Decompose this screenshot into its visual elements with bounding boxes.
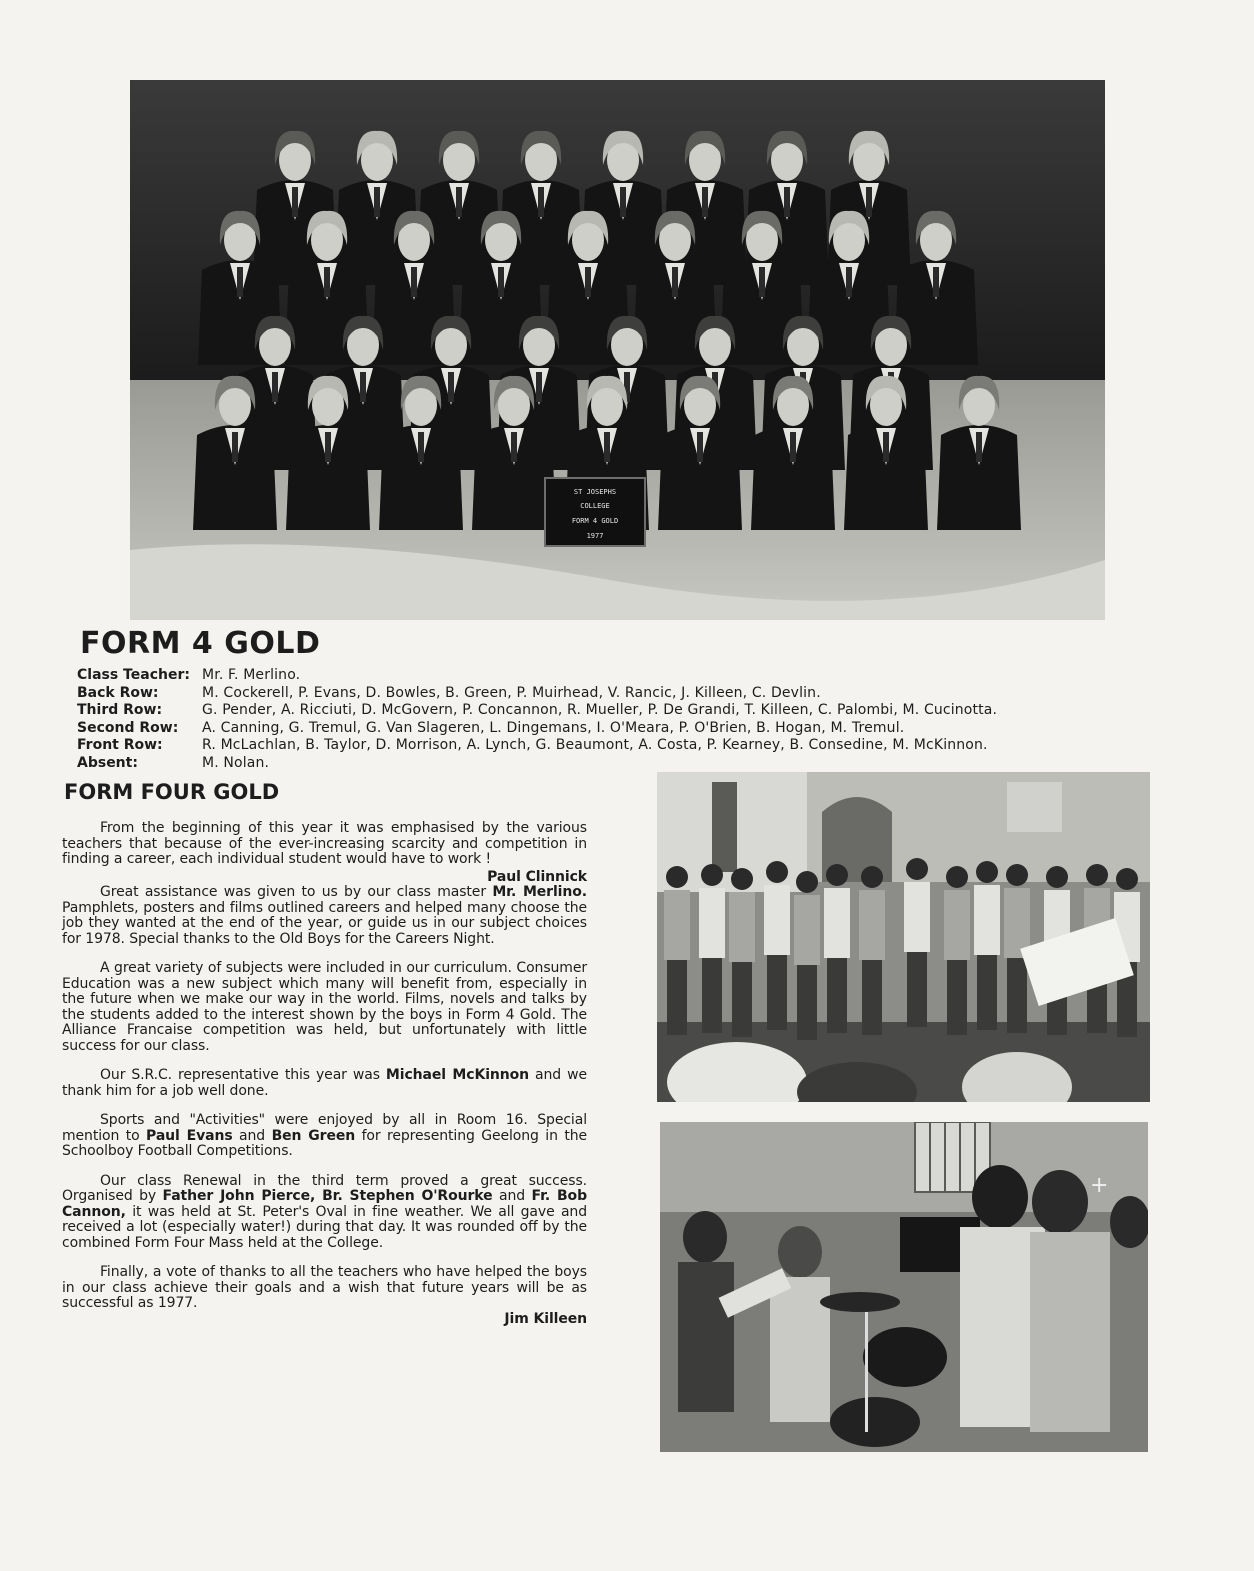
dancer-body [729, 892, 755, 962]
student-tie [292, 187, 298, 217]
bold-name: Father John Pierce, Br. Stephen O'Rourke [162, 1188, 493, 1204]
dancer-head [826, 864, 848, 886]
page-title: FORM 4 GOLD [80, 626, 321, 661]
student-tie [933, 267, 939, 297]
sign-line-2: COLLEGE [580, 502, 610, 510]
text: Great assistance was given to us by our class master [100, 884, 493, 900]
text: and [492, 1188, 532, 1204]
dancer-legs [947, 960, 967, 1035]
roster-value: M. Nolan. [202, 754, 270, 771]
text: Sports and "Activities" were enjoyed by all in Room 16. Special mention to [62, 1112, 587, 1144]
student-tie [272, 372, 278, 402]
student-tie [976, 432, 982, 462]
dancer-legs [702, 958, 722, 1033]
text: Our class Renewal in the third term proved a great success. Organised by [62, 1172, 587, 1204]
dancer-body [824, 888, 850, 958]
bold-name: Mr. Merlino. [492, 884, 587, 900]
roster-label: Third Row: [77, 702, 163, 718]
dancer-legs [827, 958, 847, 1033]
roster-value: M. Cockerell, P. Evans, D. Bowles, B. Green, P. Muirhead, V. Rancic, J. Killeen, C. Devlin. [202, 684, 821, 701]
roster-label: Back Row: [77, 684, 159, 701]
dancer-legs [732, 962, 752, 1037]
text: it was held at St. Peter's Oval in fine weather. We all gave and received a lot (especially water!) during that day. It was rounded off by the combined Form Four Mass held at the College. [62, 1203, 587, 1251]
dancer-legs [667, 960, 687, 1035]
student-tie [325, 432, 331, 462]
student-tie [374, 187, 380, 217]
dancer-head [766, 861, 788, 883]
roster-row-second [77, 720, 1167, 738]
activity-photo-band [660, 1122, 1148, 1452]
dancer-head [976, 861, 998, 883]
dancer-head [1116, 868, 1138, 890]
dancer-head [861, 866, 883, 888]
dancer-legs [767, 955, 787, 1030]
dancer-head [1086, 864, 1108, 886]
dancer-head [1006, 864, 1028, 886]
roster-value: R. McLachlan, B. Taylor, D. Morrison, A. Lynch, G. Beaumont, A. Costa, P. Kearney, B. Consedine, M. McKinnon. [202, 737, 988, 753]
roster-label: Second Row: [77, 719, 179, 736]
sign-line-4: 1977 [586, 532, 604, 540]
student-tie [360, 372, 366, 402]
text: and we thank him for a job well done. [62, 1067, 587, 1099]
student-tie [759, 267, 765, 297]
article-paragraph: Finally, a vote of thanks to all the teachers who have helped the boys in our class achieve their goals and a wish that future years will be as successful as 1977. [62, 1264, 587, 1311]
article-paragraph: A great variety of subjects were included in our curriculum. Consumer Education was a new subject which many will benefit from, especially in the future when we make our way in the world. Films, novels and talks by the students added to the interest shown by the boys in Form 4 Gold. The Alliance Francaise competition was held, but unfortunately with little success for our class. [62, 960, 587, 1054]
bold-name: Ben Green [271, 1127, 356, 1144]
article-paragraph: From the beginning of this year it was emphasised by the various teachers that because of the ever-increasing scarcity and competition in finding a career, each individual student would have to work ! [62, 820, 587, 867]
dancer-body [764, 885, 790, 955]
text: and [232, 1127, 272, 1144]
dancer-legs [907, 952, 927, 1027]
activity-photo-dance [657, 772, 1150, 1102]
student-tie [511, 432, 517, 462]
article-signature: Paul Clinnick [487, 868, 587, 885]
article-title: FORM FOUR GOLD [64, 780, 280, 804]
student-tie [702, 187, 708, 217]
article-paragraph [62, 885, 587, 947]
class-photo-art [130, 80, 1105, 620]
roster-label: Class Teacher: [77, 667, 190, 683]
bold-name: Fr. Bob Cannon, [62, 1188, 587, 1220]
article-paragraph [62, 1174, 587, 1252]
roster-label: Front Row: [77, 737, 163, 753]
roster-row-absent [77, 755, 1167, 773]
students-group [193, 131, 1021, 530]
roster-value: Mr. F. Merlino. [202, 667, 301, 683]
dancer-body [794, 895, 820, 965]
article-signature: Jim Killeen [504, 1310, 587, 1327]
roster-value: A. Canning, G. Tremul, G. Van Slageren, L. Dingemans, I. O'Meara, P. O'Brien, B. Hogan, M. Tremul. [202, 719, 905, 736]
dancer-head [946, 866, 968, 888]
article-paragraph [62, 1113, 587, 1160]
student-tie [697, 432, 703, 462]
dancer-body [699, 888, 725, 958]
student-tie [866, 187, 872, 217]
dancer-head [731, 868, 753, 890]
dance-photo-art [657, 772, 1150, 1102]
text: for representing Geelong in the Schoolboy Football Competitions. [62, 1127, 587, 1159]
student-tie [883, 432, 889, 462]
dancer-legs [1007, 958, 1027, 1033]
bold-name: Michael McKinnon [385, 1067, 530, 1083]
class-group-photo [130, 80, 1105, 620]
student-tie [585, 267, 591, 297]
student-tie [672, 267, 678, 297]
cross-icon: + [1090, 1173, 1109, 1198]
roster-row-front [77, 737, 1167, 755]
dancer-body [664, 890, 690, 960]
sign-line-1: ST JOSEPHS [573, 488, 617, 496]
student-tie [232, 432, 238, 462]
student-tie [846, 267, 852, 297]
dancer-head [701, 864, 723, 886]
text: Pamphlets, posters and films outlined careers and helped many choose the job they wanted at the end of the year, or guide us in our subject choices for 1978. Special thanks to the Old Boys for the Careers Night. [62, 899, 587, 947]
article-paragraph [62, 1068, 587, 1099]
class-roster [77, 667, 1167, 772]
dancer-body [974, 885, 1000, 955]
student-tie [498, 267, 504, 297]
text: Our S.R.C. representative this year was [100, 1067, 386, 1083]
student-tie [448, 372, 454, 402]
student-tie [538, 187, 544, 217]
dancer-head [1046, 866, 1068, 888]
sign-line-3: FORM 4 GOLD [571, 517, 619, 525]
dancer-head [906, 858, 928, 880]
student-tie [411, 267, 417, 297]
student-tie [456, 187, 462, 217]
dancer-head [796, 871, 818, 893]
band-photo-art [660, 1122, 1148, 1452]
roster-row-back [77, 685, 1167, 703]
class-sign [545, 478, 645, 546]
dancer-body [904, 882, 930, 952]
roster-row-third [77, 702, 1167, 720]
roster-row-class-teacher [77, 667, 1167, 685]
article-body [62, 821, 587, 1327]
student-tie [620, 187, 626, 217]
student-tie [536, 372, 542, 402]
student-tie [418, 432, 424, 462]
dancer-body [859, 890, 885, 960]
dancer-head [666, 866, 688, 888]
bold-name: Paul Evans [146, 1127, 233, 1144]
dancer-legs [862, 960, 882, 1035]
student-tie [324, 267, 330, 297]
dancer-legs [977, 955, 997, 1030]
dancer-legs [797, 965, 817, 1040]
roster-label: Absent: [77, 754, 138, 771]
student-tie [604, 432, 610, 462]
student-tie [237, 267, 243, 297]
dancer-body [944, 890, 970, 960]
roster-value: G. Pender, A. Ricciuti, D. McGovern, P. Concannon, R. Mueller, P. De Grandi, T. Killeen, C. Palombi, M. Cucinotta. [202, 702, 998, 718]
student-tie [784, 187, 790, 217]
student-tie [790, 432, 796, 462]
